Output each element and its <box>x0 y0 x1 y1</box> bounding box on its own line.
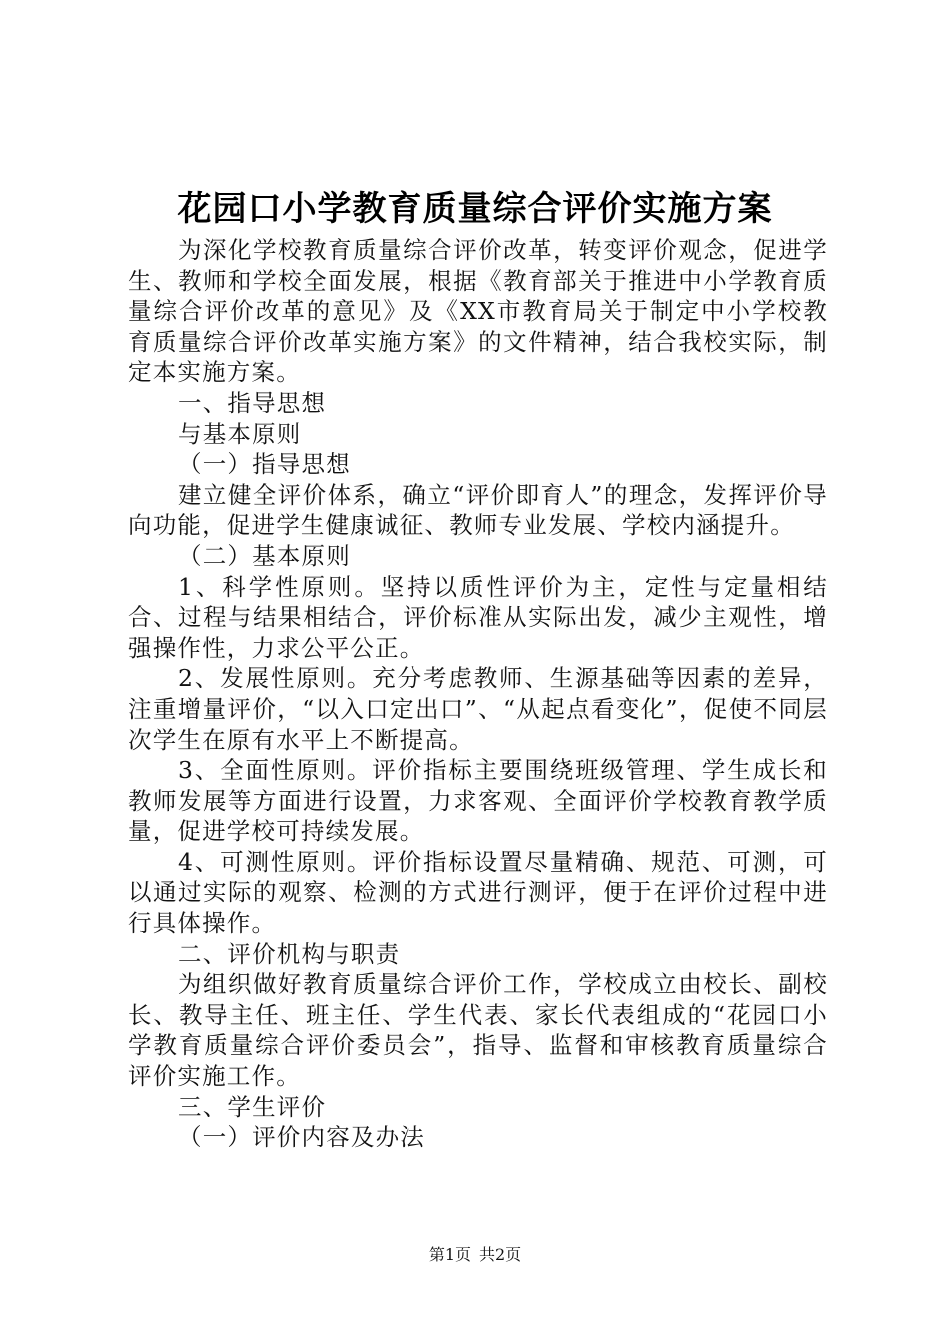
section-heading-organization: 二、评价机构与职责 <box>178 939 401 968</box>
page-footer <box>0 1244 950 1266</box>
section-heading-basic-principles: 与基本原则 <box>178 419 302 448</box>
subsection-heading-guiding-thought: （一）指导思想 <box>178 450 351 479</box>
guiding-thought-paragraph: 建立健全评价体系，确立“评价即育人”的理念，发挥评价导向功能，促进学生健康诚征、教师专业发展、学校内涵提升。 <box>128 480 828 540</box>
organization-paragraph: 为组织做好教育质量综合评价工作，学校成立由校长、副校长、教导主任、班主任、学生代表、家长代表组成的“花园口小学教育质量综合评价委员会”，指导、监督和审核教育质量综合评价实施工作。 <box>128 970 828 1091</box>
intro-paragraph: 为深化学校教育质量综合评价改革，转变评价观念，促进学生、教师和学校全面发展，根据《教育部关于推进中小学教育质量综合评价改革的意见》及《XX市教育局关于制定中小学校教育质量综合评价改革实施方案》的文件精神，结合我校实际，制定本实施方案。 <box>128 236 828 387</box>
section-heading-guiding-thought: 一、指导思想 <box>178 388 327 417</box>
principle-scientific-paragraph: 1、科学性原则。坚持以质性评价为主，定性与定量相结合、过程与结果相结合，评价标准从实际出发，减少主观性，增强操作性，力求公平公正。 <box>128 572 828 662</box>
page-total: 共2页 <box>479 1245 522 1264</box>
document-title: 花园口小学教育质量综合评价实施方案 <box>177 189 773 229</box>
document-body <box>128 235 828 1153</box>
principle-measurable-paragraph: 4、可测性原则。评价指标设置尽量精确、规范、可测，可以通过实际的观察、检测的方式进行测评，便于在评价过程中进行具体操作。 <box>128 847 828 938</box>
principle-developmental-paragraph: 2、发展性原则。充分考虑教师、生源基础等因素的差异，注重增量评价，“以入口定出口”、“从起点看变化”，促使不同层次学生在原有水平上不断提高。 <box>128 664 828 754</box>
page-number: 第1页 <box>428 1245 471 1264</box>
section-heading-student-evaluation: 三、学生评价 <box>178 1092 327 1121</box>
principle-comprehensive-paragraph: 3、全面性原则。评价指标主要围绕班级管理、学生成长和教师发展等方面进行设置，力求客观、全面评价学校教育教学质量，促进学校可持续发展。 <box>128 756 828 846</box>
subsection-heading-basic-principles: （二）基本原则 <box>178 541 351 570</box>
subsection-heading-evaluation-content: （一）评价内容及办法 <box>178 1123 425 1152</box>
